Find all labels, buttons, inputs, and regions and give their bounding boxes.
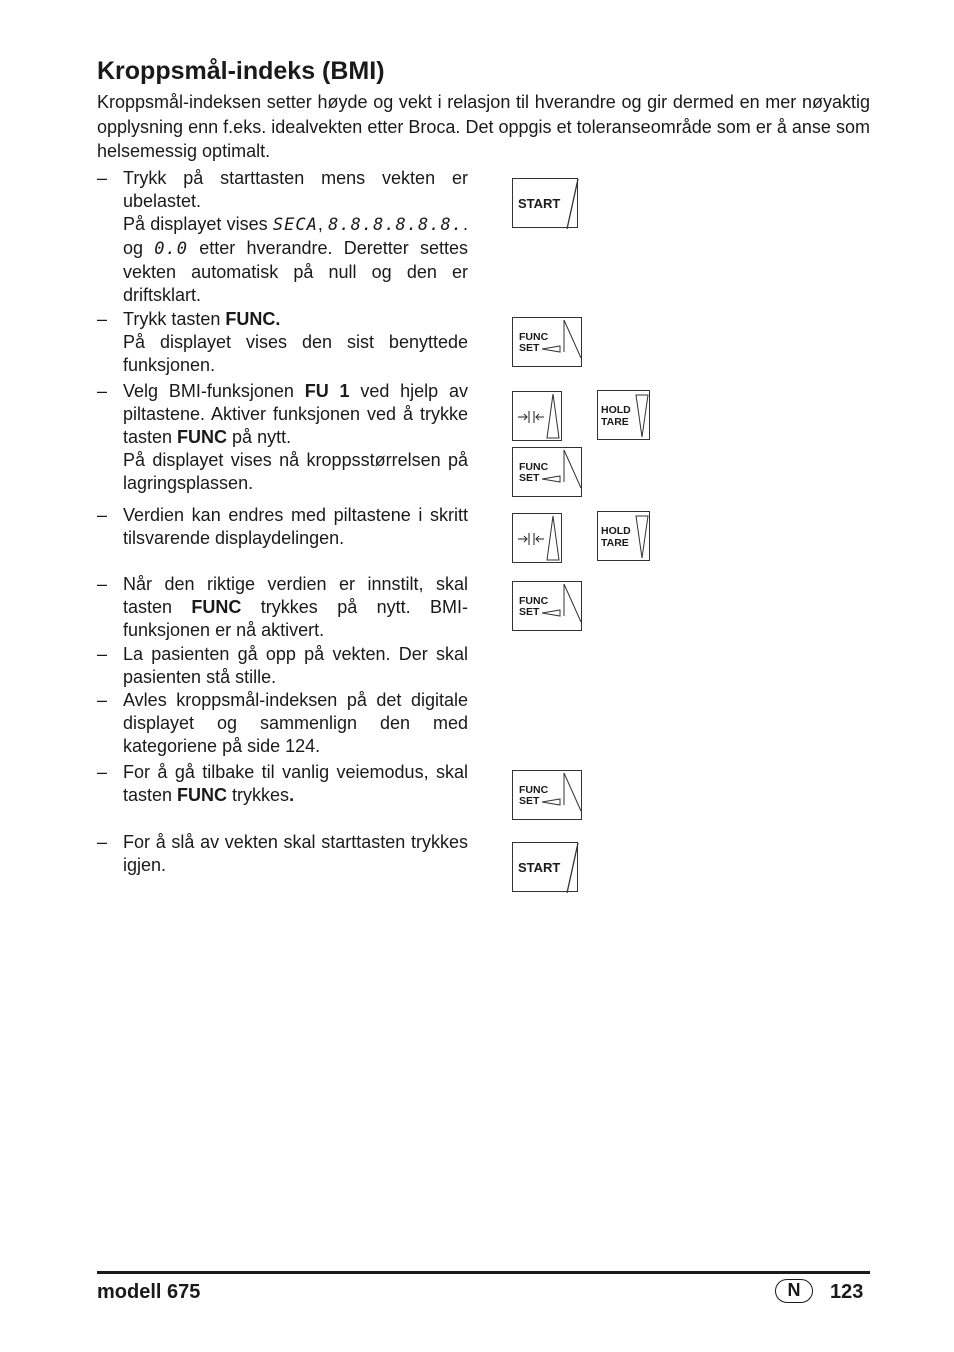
step-text: Trykk tasten FUNC. <box>123 309 281 329</box>
start-key-label: START <box>518 860 561 875</box>
start-key[interactable] <box>512 842 578 892</box>
step-text: Trykk på starttasten mens vekten er ubelastet. <box>123 168 468 211</box>
func-label: FUNC <box>519 461 549 473</box>
down-arrow-key-graphic <box>513 392 563 442</box>
func-label: FUNC <box>519 784 549 796</box>
left-triangle-icon <box>542 476 560 482</box>
func-set-key-graphic <box>513 448 583 498</box>
display-readout-seca: SECA <box>272 215 318 235</box>
step-press-func <box>97 308 468 377</box>
step-dash: – <box>97 168 108 188</box>
key-slant-line <box>564 584 581 622</box>
step-text: På displayet vises den sist benyttede funksjonen. <box>123 332 468 375</box>
func-set-key-graphic <box>513 771 583 821</box>
down-arrow-key-graphic <box>513 514 563 564</box>
tare-label: TARE <box>601 537 629 549</box>
key-slant-line <box>564 773 581 811</box>
step-dash: – <box>97 832 108 852</box>
page-title: Kroppsmål-indeks (BMI) <box>97 57 385 85</box>
step-text: På displayet vises nå kroppsstørrelsen på lagringsplassen. <box>123 450 468 493</box>
func-set-key[interactable] <box>512 770 582 820</box>
tare-label: TARE <box>601 416 629 428</box>
step-start-scale <box>97 167 468 307</box>
left-triangle-icon <box>542 346 560 352</box>
step-read-bmi <box>97 689 468 758</box>
up-triangle-icon <box>547 394 559 438</box>
step-text: Avles kroppsmål-indeksen på det digitale displayet og sammenlign den med kategoriene på side 124. <box>123 690 468 756</box>
step-select-bmi <box>97 380 468 495</box>
func-label: FUNC <box>519 595 549 607</box>
hold-label: HOLD <box>601 525 631 537</box>
step-text: For å slå av vekten skal starttasten trykkes igjen. <box>123 832 468 875</box>
footer-rule <box>97 1271 870 1274</box>
footer-model: modell 675 <box>97 1281 201 1303</box>
left-triangle-icon <box>542 610 560 616</box>
step-text: Når den riktige verdien er innstilt, skal tasten FUNC trykkes på nytt. BMI-funksjonen er nå aktivert. <box>123 574 468 640</box>
step-text: På displayet vises SECA, 8.8.8.8.8.8.. og 0.0 etter hverandre. Deretter settes vekten automatisk på null og den er driftsklart. <box>123 214 468 305</box>
func-label: FUNC <box>519 331 549 343</box>
down-arrow-key[interactable] <box>512 391 562 441</box>
collapse-arrows-icon <box>518 533 544 545</box>
step-text: La pasienten gå opp på vekten. Der skal pasienten stå stille. <box>123 644 468 687</box>
func-set-key[interactable] <box>512 581 582 631</box>
down-triangle-icon <box>636 516 648 558</box>
set-label: SET <box>519 472 540 484</box>
step-dash: – <box>97 505 108 525</box>
display-readout-test: 8.8.8.8.8.8. <box>328 215 463 235</box>
hold-tare-key-graphic <box>598 512 651 562</box>
hold-label: HOLD <box>601 404 631 416</box>
step-dash: – <box>97 309 108 329</box>
hold-tare-key[interactable] <box>597 390 650 440</box>
set-label: SET <box>519 606 540 618</box>
start-key-label: START <box>518 196 561 211</box>
language-badge: N <box>775 1279 813 1303</box>
func-set-key-graphic <box>513 582 583 632</box>
up-triangle-icon <box>547 516 559 560</box>
step-dash: – <box>97 574 108 594</box>
step-dash: – <box>97 762 108 782</box>
start-key[interactable] <box>512 178 578 228</box>
hold-tare-key[interactable] <box>597 511 650 561</box>
page-number: 123 <box>830 1281 864 1303</box>
key-slant-line <box>564 450 581 488</box>
step-adjust-value <box>97 504 468 550</box>
intro-paragraph: Kroppsmål-indeksen setter høyde og vekt i relasjon til hverandre og gir dermed en mer nøyaktig opplysning enn f.eks. idealvekten etter Broca. Det oppgis et toleranseområde som er å anse som helsemessig optimalt. <box>97 92 870 161</box>
key-slant-line <box>564 320 581 358</box>
down-triangle-icon <box>636 395 648 437</box>
step-switch-off <box>97 831 468 877</box>
set-label: SET <box>519 795 540 807</box>
func-set-key[interactable] <box>512 317 582 367</box>
step-dash: – <box>97 690 108 710</box>
step-confirm-value <box>97 573 468 642</box>
down-arrow-key[interactable] <box>512 513 562 563</box>
step-dash: – <box>97 381 108 401</box>
step-return-weighing <box>97 761 468 807</box>
start-key-graphic <box>513 843 579 893</box>
step-text: Velg BMI-funksjonen FU 1 ved hjelp av piltastene. Aktiver funksjonen ved å trykke tasten FUNC på nytt. <box>123 381 468 447</box>
set-label: SET <box>519 342 540 354</box>
step-text: Verdien kan endres med piltastene i skritt tilsvarende displaydelingen. <box>123 505 468 548</box>
left-triangle-icon <box>542 799 560 805</box>
step-text: For å gå tilbake til vanlig veiemodus, skal tasten FUNC trykkes. <box>123 762 468 805</box>
hold-tare-key-graphic <box>598 391 651 441</box>
step-dash: – <box>97 644 108 664</box>
func-set-key[interactable] <box>512 447 582 497</box>
step-patient-stand <box>97 643 468 689</box>
display-readout-zero: 0.0 <box>154 239 188 259</box>
collapse-arrows-icon <box>518 411 544 423</box>
func-set-key-graphic <box>513 318 583 368</box>
start-key-graphic <box>513 179 579 229</box>
